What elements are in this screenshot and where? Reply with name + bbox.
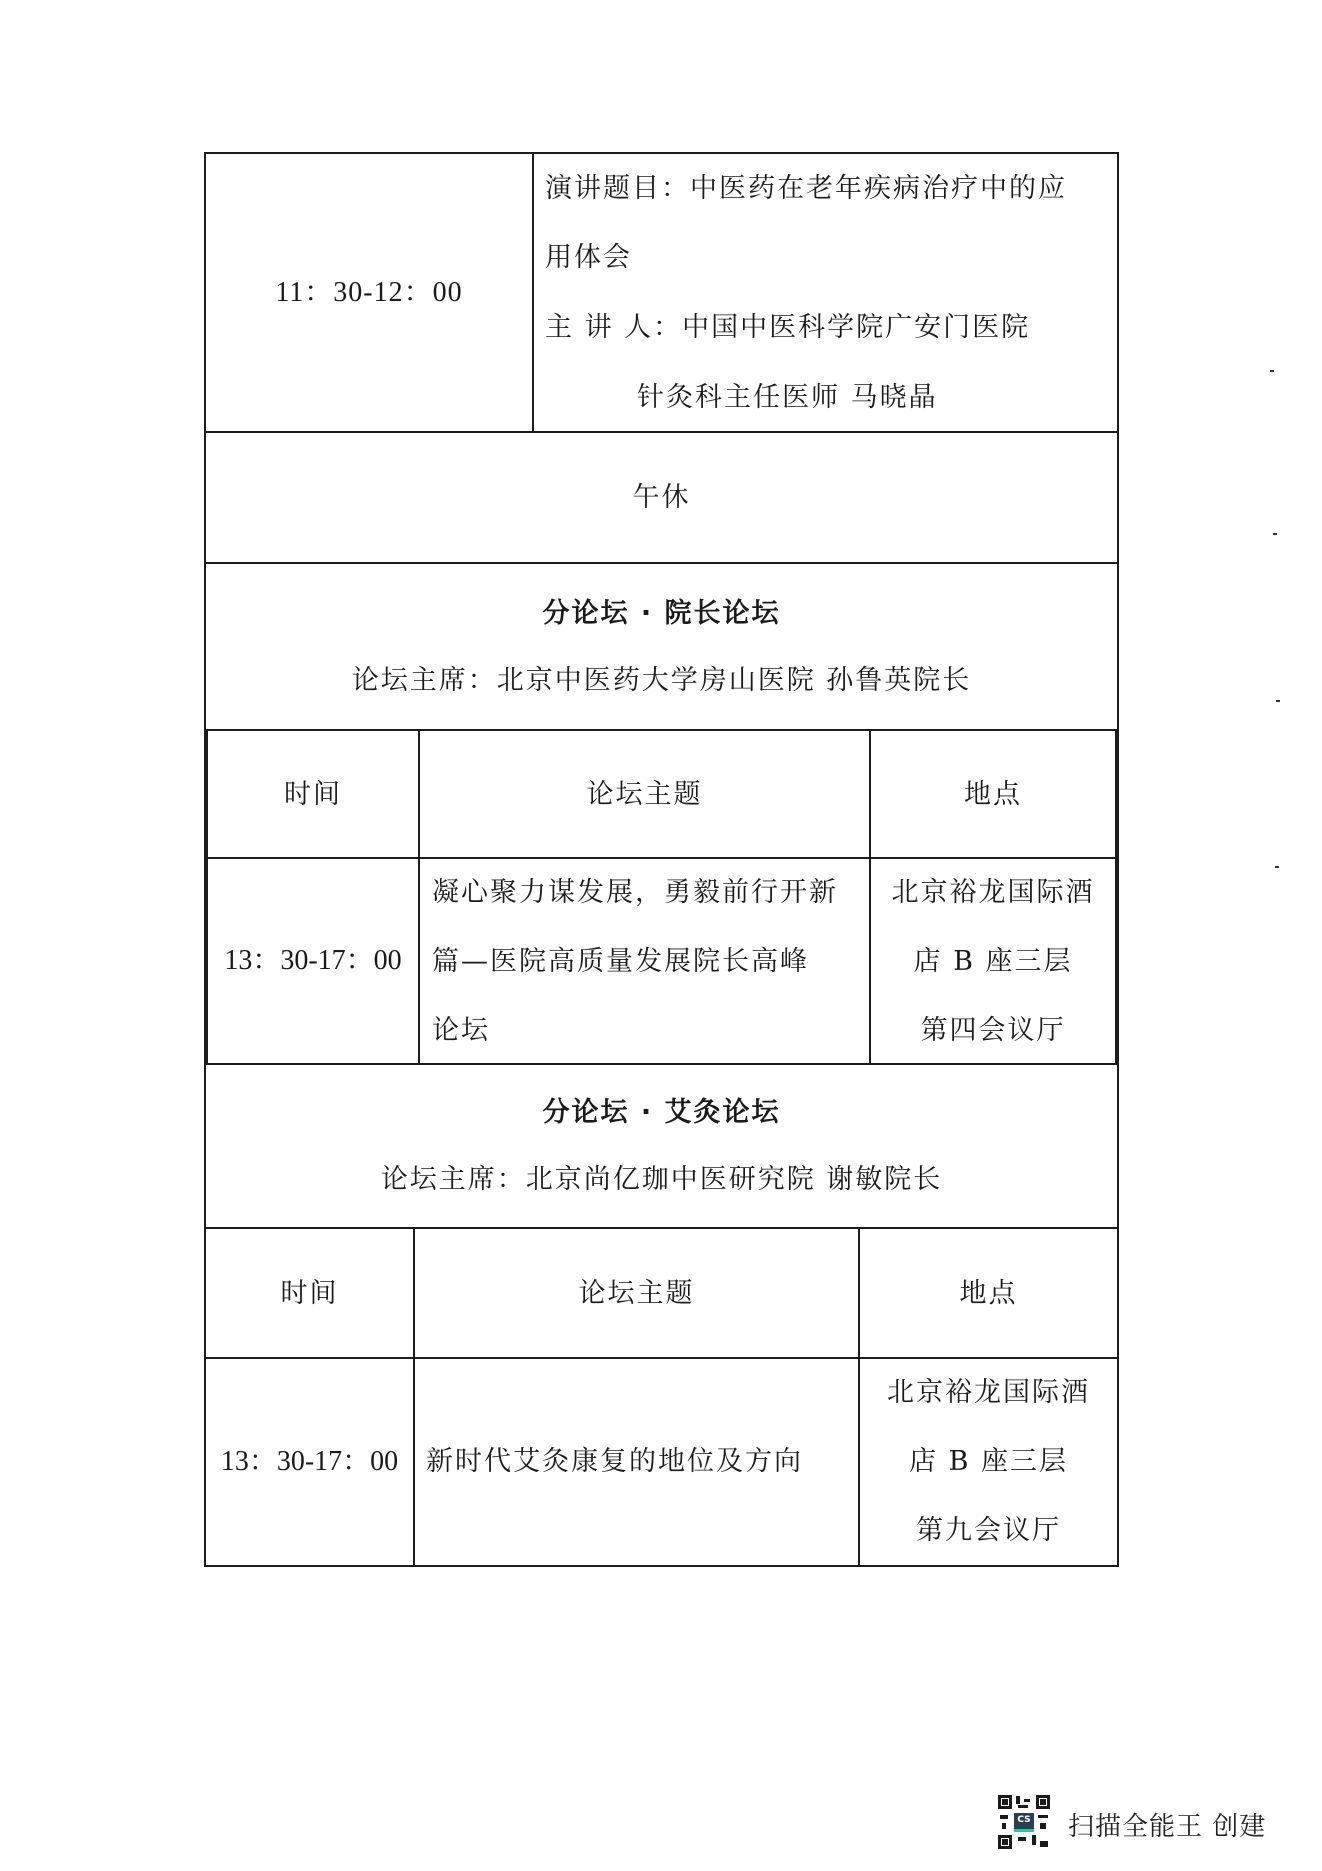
session-topic-line-1: 演讲题目：中医药在老年疾病治疗中的应 [545, 173, 1067, 204]
forum-1-row-topic-line-1: 凝心聚力谋发展，勇毅前行开新 [432, 877, 838, 908]
session-time: 11：30-12：00 [275, 277, 463, 308]
forum-2-header-location: 地点 [959, 1278, 1018, 1309]
scan-speck [1276, 700, 1280, 702]
forum-1-title: 分论坛 · 院长论坛 [542, 598, 781, 629]
forum-2-chair: 论坛主席：北京尚亿珈中医研究院 谢敏院长 [380, 1164, 943, 1195]
break-label: 午休 [632, 482, 691, 513]
scan-speck [1275, 866, 1279, 868]
forum-2-header-topic: 论坛主题 [578, 1278, 695, 1309]
qr-code-icon [996, 1793, 1052, 1851]
forum-1-header-location: 地点 [964, 779, 1022, 810]
forum-1-row-topic-line-2: 篇—医院高质量发展院长高峰 [432, 946, 809, 977]
forum-1-row-time: 13：30-17：00 [224, 945, 402, 976]
forum-2-row-topic-line-1: 新时代艾灸康复的地位及方向 [426, 1446, 803, 1477]
scan-speck [1273, 533, 1277, 535]
forum-1-row-topic-line-3: 论坛 [432, 1015, 490, 1046]
forum-2-row-location-line-1: 北京裕龙国际酒 [887, 1377, 1090, 1408]
camscanner-badge: CS [1014, 1813, 1034, 1832]
session-speaker-line-2: 针灸科主任医师 马晓晶 [637, 382, 938, 413]
session-speaker-line-1: 主 讲 人：中国中医科学院广安门医院 [545, 312, 1031, 343]
forum-1-header-time: 时间 [284, 779, 342, 810]
forum-2-header-time: 时间 [280, 1278, 339, 1309]
forum-2-row-location-line-2: 店 B 座三层 [908, 1446, 1068, 1477]
forum-2-header-cell [204, 1063, 1119, 1229]
forum-1-chair: 论坛主席：北京中医药大学房山医院 孙鲁英院长 [351, 665, 972, 696]
forum-1-row-location-line-2: 店 B 座三层 [913, 946, 1073, 977]
forum-1-row-location-line-3: 第四会议厅 [920, 1015, 1066, 1046]
forum-1-header-cell [204, 562, 1119, 731]
forum-2-row-location-line-3: 第九会议厅 [916, 1515, 1061, 1546]
forum-1-row-location-line-1: 北京裕龙国际酒 [891, 877, 1095, 908]
forum-2-row-time: 13：30-17：00 [220, 1446, 399, 1477]
forum-2-title: 分论坛 · 艾灸论坛 [542, 1097, 781, 1128]
forum-1-header-topic: 论坛主题 [586, 779, 703, 810]
scan-speck [1270, 370, 1274, 372]
watermark-text: 扫描全能王 创建 [1068, 1812, 1267, 1842]
session-topic-line-2: 用体会 [545, 242, 632, 273]
